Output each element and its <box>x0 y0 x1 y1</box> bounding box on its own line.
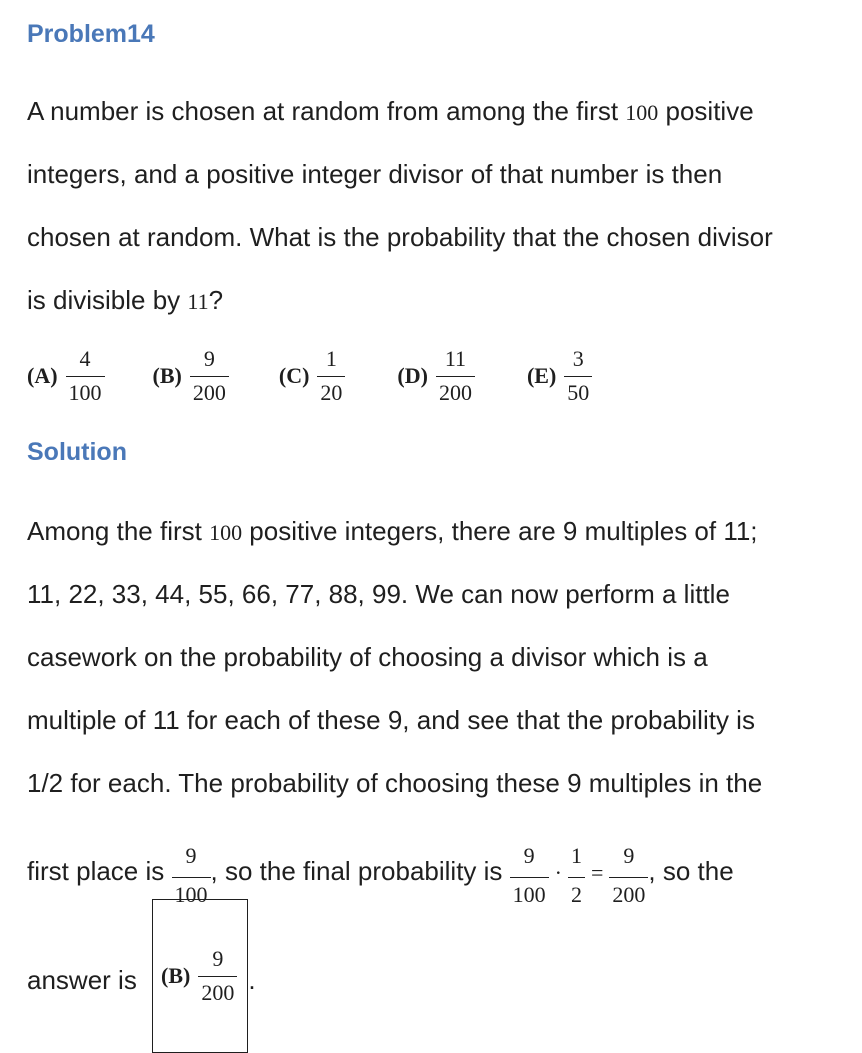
choice-d <box>397 348 475 404</box>
numerator: 1 <box>570 843 582 868</box>
choice-label: (E) <box>526 363 557 388</box>
numerator: 9 <box>623 843 635 868</box>
solution-body <box>27 500 847 1005</box>
solution-line-5: 1/2 for each. The probability of choosing these 9 multiples in the <box>27 768 763 798</box>
fraction <box>510 845 549 906</box>
choice-label: (C) <box>278 363 310 388</box>
solution-line-6 <box>27 815 847 907</box>
choice-e <box>527 348 592 404</box>
problem-statement <box>27 80 847 332</box>
numerator: 9 <box>523 843 535 868</box>
solution-line-7 <box>27 899 847 1005</box>
problem-line-4 <box>27 269 847 332</box>
numerator: 9 <box>185 843 197 868</box>
equals-operator: = <box>590 860 604 885</box>
denominator: 100 <box>66 376 105 404</box>
numerator: 4 <box>79 346 91 371</box>
fraction <box>568 845 585 906</box>
answer-box <box>152 899 248 1053</box>
choice-fraction <box>564 348 592 404</box>
numerator: 9 <box>212 946 224 971</box>
answer-choices <box>27 340 592 412</box>
solution-line-2: 11, 22, 33, 44, 55, 66, 77, 88, 99. We can now perform a little <box>27 579 730 609</box>
text: answer is <box>27 965 145 995</box>
math-number: 100 <box>625 100 659 125</box>
text: , so the final probability is <box>210 856 510 886</box>
answer-label: (B) <box>161 963 191 988</box>
denominator: 2 <box>568 877 585 906</box>
problem-line-3: chosen at random. What is the probability that the chosen divisor <box>27 222 773 252</box>
denominator: 100 <box>510 877 549 906</box>
numerator: 9 <box>203 346 215 371</box>
denominator: 200 <box>198 976 237 1004</box>
solution-line-1 <box>27 500 847 563</box>
text: ? <box>208 285 224 315</box>
denominator: 200 <box>436 376 475 404</box>
fraction <box>172 845 211 906</box>
denominator: 200 <box>609 877 648 906</box>
problem-heading: Problem14 <box>27 20 155 48</box>
math-number: 100 <box>209 520 243 545</box>
denominator: 20 <box>317 376 345 404</box>
denominator: 200 <box>190 376 229 404</box>
choice-fraction <box>317 348 345 404</box>
text: . <box>248 965 256 995</box>
solution-line-3: casework on the probability of choosing a divisor which is a <box>27 642 708 672</box>
text: , so the <box>648 856 734 886</box>
math-number: 11 <box>187 289 209 314</box>
solution-heading: Solution <box>27 438 127 466</box>
choice-label: (A) <box>27 363 58 388</box>
text: first place is <box>27 856 172 886</box>
numerator: 3 <box>572 346 584 371</box>
solution-line-4: multiple of 11 for each of these 9, and see that the probability is <box>27 705 755 735</box>
numerator: 1 <box>325 346 337 371</box>
answer-fraction <box>198 948 237 1004</box>
denominator: 100 <box>172 877 211 906</box>
choice-b <box>153 348 229 404</box>
dot-operator: · <box>554 860 562 885</box>
fraction <box>609 845 648 906</box>
text: is divisible by <box>27 285 188 315</box>
choice-c <box>279 348 346 404</box>
choice-fraction <box>436 348 475 404</box>
problem-line-1 <box>27 80 847 143</box>
choice-a <box>27 348 105 404</box>
choice-label: (B) <box>152 363 182 388</box>
text: positive integers, there are 9 multiples of 11; <box>242 516 758 546</box>
text: Among the first <box>27 516 210 546</box>
text: positive <box>658 96 754 126</box>
choice-fraction <box>66 348 105 404</box>
denominator: 50 <box>564 376 592 404</box>
problem-line-2: integers, and a positive integer divisor of that number is then <box>27 159 723 189</box>
numerator: 11 <box>444 346 467 371</box>
text: A number is chosen at random from among the first <box>27 96 626 126</box>
choice-fraction <box>190 348 229 404</box>
choice-label: (D) <box>397 363 428 388</box>
